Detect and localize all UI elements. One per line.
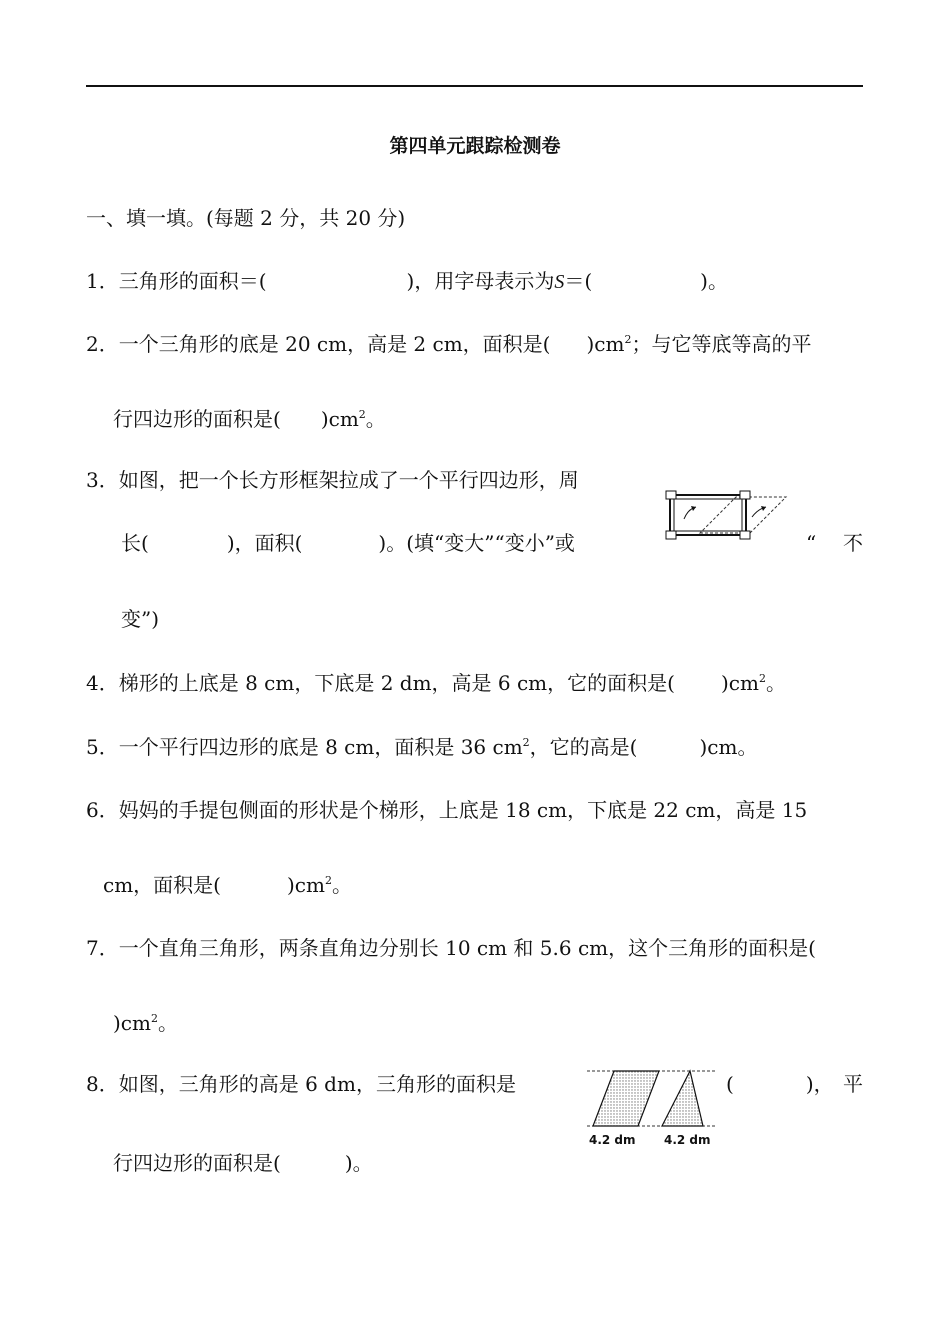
question-3-line-2: 长( )，面积( )。(填“变大”“变小”或 <box>121 531 575 555</box>
header-rule <box>86 85 863 87</box>
question-number: 1． <box>86 269 119 293</box>
frame-joint <box>740 531 750 539</box>
question-number: 4． <box>86 671 119 695</box>
frame-joint <box>666 491 676 499</box>
question-8: 8．如图，三角形的高是 6 dm，三角形的面积是 <box>86 1072 516 1096</box>
parallelogram-shape <box>593 1071 659 1126</box>
page-title: 第四单元跟踪检测卷 <box>389 135 561 157</box>
rectangle-frame-figure <box>664 485 788 541</box>
question-1: 1．三角形的面积＝( )，用字母表示为S＝( )。 <box>86 269 728 293</box>
triangle-shape <box>662 1071 703 1126</box>
question-6: 6．妈妈的手提包侧面的形状是个梯形，上底是 18 cm，下底是 22 cm，高是 15 <box>86 798 808 822</box>
section-heading: 一、填一填。(每题 2 分，共 20 分) <box>86 206 406 230</box>
question-2: 2．一个三角形的底是 20 cm，高是 2 cm，面积是( )$cm^2$；与它等底等高的平 <box>86 332 812 356</box>
question-number: 8． <box>86 1072 119 1096</box>
parallelogram-triangle-figure <box>583 1065 718 1150</box>
question-7-line-2: )$cm^2$。 <box>113 1011 178 1035</box>
frame-joint <box>740 491 750 499</box>
question-3: 3．如图，把一个长方形框架拉成了一个平行四边形，周 <box>86 468 579 492</box>
question-number: 6． <box>86 798 119 822</box>
question-2-line-2: 行四边形的面积是( )$cm^2$。 <box>113 407 386 431</box>
question-8-blank: ( )， <box>726 1072 834 1096</box>
frame-joint <box>666 531 676 539</box>
question-number: 5． <box>86 735 119 759</box>
triangle-base-label: 4.2 dm <box>664 1133 711 1147</box>
parallelogram-base-label: 4.2 dm <box>589 1133 636 1147</box>
question-8-line-2: 行四边形的面积是( )。 <box>113 1151 373 1175</box>
question-4: 4．梯形的上底是 8 cm，下底是 2 dm，高是 6 cm，它的面积是( )$cm^2$。 <box>86 671 786 695</box>
answer-blank[interactable]: )cm <box>113 1011 151 1035</box>
question-3-line-3: 变”) <box>121 607 160 631</box>
question-number: 3． <box>86 468 119 492</box>
question-5: 5．一个平行四边形的底是 8 cm，面积是 36 $cm^2$，它的高是( )cm。 <box>86 735 758 759</box>
dashed-parallelogram <box>700 497 786 533</box>
frame-inner <box>674 499 742 531</box>
question-3-tail: 不 <box>843 531 863 555</box>
variable-s: S <box>554 271 565 293</box>
rectangle-frame <box>670 495 746 535</box>
question-8-tail: 平 <box>843 1072 863 1096</box>
question-number: 7． <box>86 936 119 960</box>
quote-mark: “ <box>806 531 817 555</box>
question-6-line-2: cm，面积是( )$cm^2$。 <box>103 873 352 897</box>
question-7: 7．一个直角三角形，两条直角边分别长 10 cm 和 5.6 cm，这个三角形的面积是( <box>86 936 816 960</box>
question-number: 2． <box>86 332 119 356</box>
